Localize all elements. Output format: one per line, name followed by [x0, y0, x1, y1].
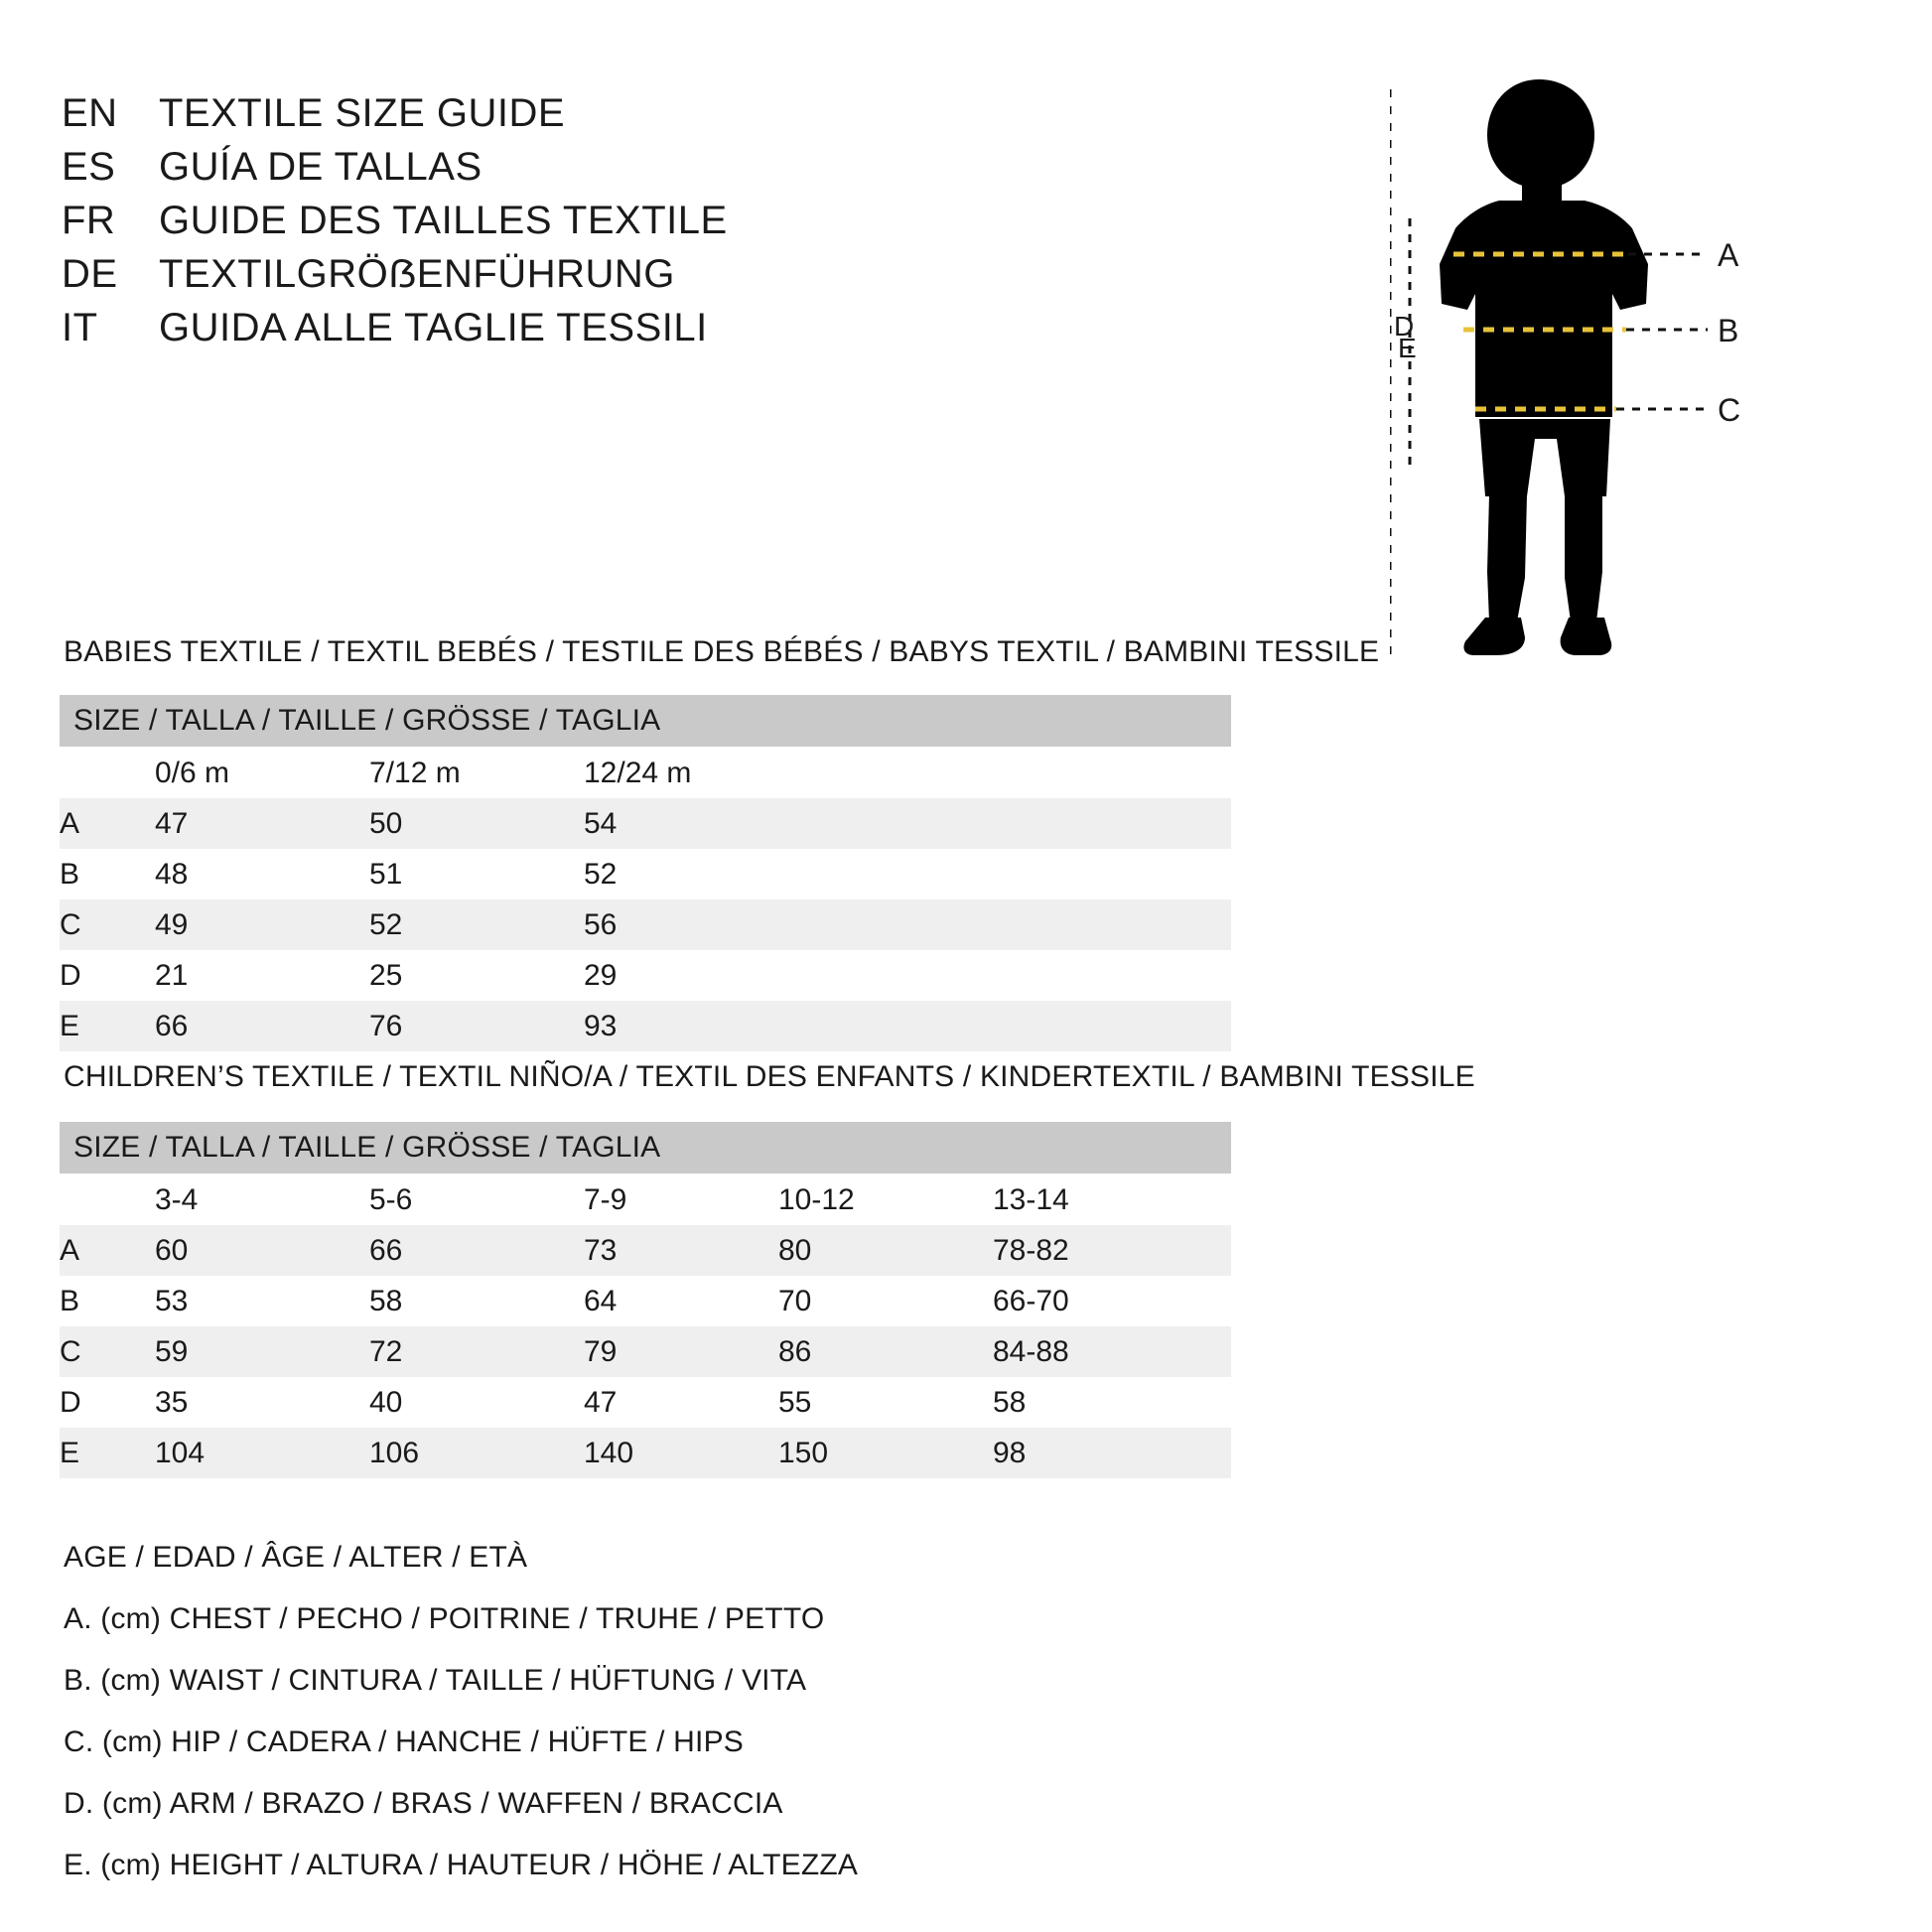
children-size-header-row	[60, 1173, 1231, 1225]
babies-e-0: 66	[155, 1001, 369, 1051]
babies-row-label-d: D	[60, 950, 155, 1001]
table-row	[60, 798, 1231, 849]
children-a-2: 73	[584, 1225, 778, 1276]
babies-row-label-c: C	[60, 899, 155, 950]
children-b-4: 66-70	[993, 1276, 1231, 1326]
children-b-2: 64	[584, 1276, 778, 1326]
children-size-1: 5-6	[369, 1173, 584, 1225]
legend-block	[64, 1541, 1255, 1910]
babies-size-table	[60, 695, 1231, 1051]
babies-a-1: 50	[369, 798, 584, 849]
children-d-3: 55	[778, 1377, 993, 1428]
language-title-block	[62, 91, 1104, 359]
babies-a-2: 54	[584, 798, 1231, 849]
measurement-figure	[1390, 69, 1896, 764]
babies-d-1: 25	[369, 950, 584, 1001]
children-size-table	[60, 1122, 1231, 1478]
language-row-en	[62, 91, 1104, 136]
babies-size-header-row	[60, 747, 1231, 798]
language-row-it	[62, 306, 1104, 350]
children-size-2: 7-9	[584, 1173, 778, 1225]
children-e-1: 106	[369, 1428, 584, 1478]
children-a-3: 80	[778, 1225, 993, 1276]
children-d-4: 58	[993, 1377, 1231, 1428]
language-title-en: TEXTILE SIZE GUIDE	[159, 91, 566, 135]
children-d-0: 35	[155, 1377, 369, 1428]
language-code-fr: FR	[62, 199, 116, 242]
children-c-2: 79	[584, 1326, 778, 1377]
children-section-caption: CHILDREN’S TEXTILE / TEXTIL NIÑO/A / TEXTIL DES ENFANTS / KINDERTEXTIL / BAMBINI TESSILE	[64, 1060, 1475, 1093]
children-e-3: 150	[778, 1428, 993, 1478]
babies-d-2: 29	[584, 950, 1231, 1001]
babies-size-0: 0/6 m	[155, 747, 369, 798]
children-c-0: 59	[155, 1326, 369, 1377]
babies-section-caption: BABIES TEXTILE / TEXTIL BEBÉS / TESTILE DES BÉBÉS / BABYS TEXTIL / BAMBINI TESSILE	[64, 635, 1380, 668]
table-row	[60, 1001, 1231, 1051]
language-code-es: ES	[62, 145, 116, 189]
babies-corner-cell	[60, 747, 155, 798]
babies-row-label-e: E	[60, 1001, 155, 1051]
children-c-1: 72	[369, 1326, 584, 1377]
children-a-4: 78-82	[993, 1225, 1231, 1276]
legend-item-a: A. (cm) CHEST / PECHO / POITRINE / TRUHE / PETTO	[64, 1602, 825, 1635]
babies-c-2: 56	[584, 899, 1231, 950]
babies-c-1: 52	[369, 899, 584, 950]
language-title-it: GUIDA ALLE TAGLIE TESSILI	[159, 306, 708, 349]
figure-label-b: B	[1718, 313, 1739, 348]
children-row-label-d: D	[60, 1377, 155, 1428]
language-code-en: EN	[62, 91, 118, 135]
table-row	[60, 899, 1231, 950]
children-size-4: 13-14	[993, 1173, 1231, 1225]
babies-row-label-b: B	[60, 849, 155, 899]
children-row-label-e: E	[60, 1428, 155, 1478]
table-row	[60, 1428, 1231, 1478]
legend-title: AGE / EDAD / ÂGE / ALTER / ETÀ	[64, 1541, 528, 1574]
children-c-4: 84-88	[993, 1326, 1231, 1377]
babies-b-0: 48	[155, 849, 369, 899]
table-row	[60, 1276, 1231, 1326]
language-row-es	[62, 145, 1104, 190]
language-code-it: IT	[62, 306, 98, 349]
children-c-3: 86	[778, 1326, 993, 1377]
language-title-es: GUÍA DE TALLAS	[159, 145, 483, 189]
children-row-label-a: A	[60, 1225, 155, 1276]
babies-a-0: 47	[155, 798, 369, 849]
babies-b-1: 51	[369, 849, 584, 899]
child-silhouette-icon	[1440, 79, 1648, 655]
table-row	[60, 1225, 1231, 1276]
children-e-0: 104	[155, 1428, 369, 1478]
language-code-de: DE	[62, 252, 118, 296]
language-row-de	[62, 252, 1104, 297]
children-a-1: 66	[369, 1225, 584, 1276]
children-row-label-c: C	[60, 1326, 155, 1377]
children-d-1: 40	[369, 1377, 584, 1428]
children-table-band-row	[60, 1122, 1231, 1173]
children-band-label: SIZE / TALLA / TAILLE / GRÖSSE / TAGLIA	[60, 1122, 1231, 1173]
children-b-3: 70	[778, 1276, 993, 1326]
babies-e-1: 76	[369, 1001, 584, 1051]
children-size-3: 10-12	[778, 1173, 993, 1225]
children-b-1: 58	[369, 1276, 584, 1326]
children-b-0: 53	[155, 1276, 369, 1326]
language-title-de: TEXTILGRÖẞENFÜHRUNG	[159, 252, 675, 296]
children-size-0: 3-4	[155, 1173, 369, 1225]
children-e-2: 140	[584, 1428, 778, 1478]
children-e-4: 98	[993, 1428, 1231, 1478]
language-row-fr	[62, 199, 1104, 243]
legend-item-d: D. (cm) ARM / BRAZO / BRAS / WAFFEN / BRACCIA	[64, 1787, 783, 1820]
babies-band-label: SIZE / TALLA / TAILLE / GRÖSSE / TAGLIA	[60, 695, 1231, 747]
legend-item-b: B. (cm) WAIST / CINTURA / TAILLE / HÜFTUNG / VITA	[64, 1664, 807, 1697]
figure-label-a: A	[1718, 237, 1739, 273]
babies-e-2: 93	[584, 1001, 1231, 1051]
table-row	[60, 849, 1231, 899]
table-row	[60, 1377, 1231, 1428]
babies-size-2: 12/24 m	[584, 747, 1231, 798]
children-a-0: 60	[155, 1225, 369, 1276]
figure-label-e: E	[1398, 333, 1417, 363]
legend-item-c: C. (cm) HIP / CADERA / HANCHE / HÜFTE / HIPS	[64, 1725, 744, 1758]
children-row-label-b: B	[60, 1276, 155, 1326]
table-row	[60, 1326, 1231, 1377]
babies-c-0: 49	[155, 899, 369, 950]
babies-table-band-row	[60, 695, 1231, 747]
babies-size-1: 7/12 m	[369, 747, 584, 798]
legend-item-e: E. (cm) HEIGHT / ALTURA / HAUTEUR / HÖHE / ALTEZZA	[64, 1849, 859, 1881]
children-d-2: 47	[584, 1377, 778, 1428]
language-title-fr: GUIDE DES TAILLES TEXTILE	[159, 199, 728, 242]
table-row	[60, 950, 1231, 1001]
babies-d-0: 21	[155, 950, 369, 1001]
figure-label-d: D	[1394, 311, 1415, 342]
babies-row-label-a: A	[60, 798, 155, 849]
babies-b-2: 52	[584, 849, 1231, 899]
children-corner-cell	[60, 1173, 155, 1225]
figure-label-c: C	[1718, 392, 1741, 428]
